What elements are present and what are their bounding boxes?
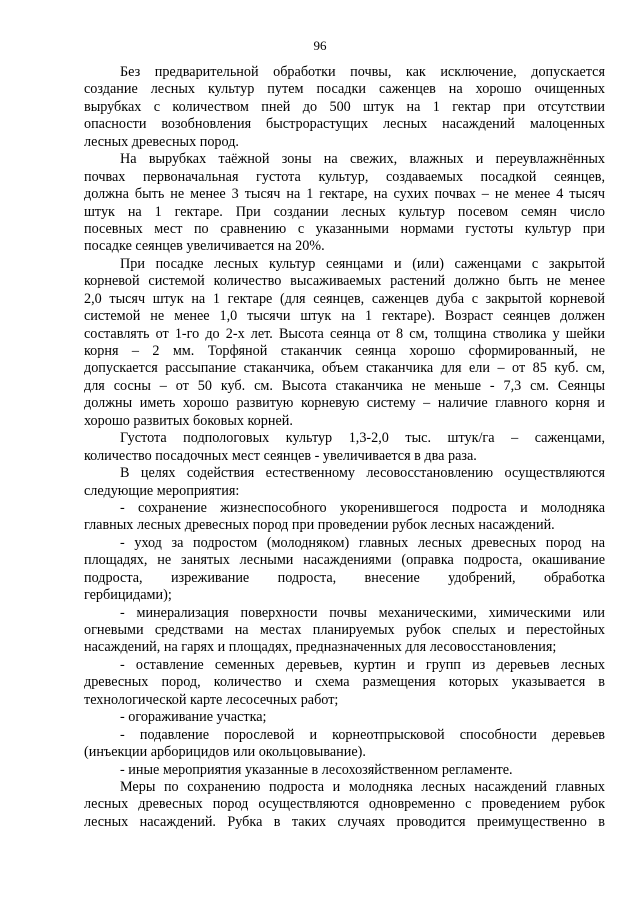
text-line: Без предварительной обработки почвы, как исключение, допускается <box>120 64 605 80</box>
text-line: древесных пород, количество и схема размещения которых указывается в <box>84 674 605 691</box>
document-body <box>84 64 605 831</box>
text-line: лесных насаждений. Рубка в таких случаях проводится преимущественно в <box>84 813 605 830</box>
text-line: При посадке лесных культур сеянцами и (или) саженцами с закрытой <box>120 255 605 272</box>
text-line: насаждений, на гарях и площадях, предназначенных для лесовосстановления; <box>84 639 557 656</box>
text-line: На вырубках таёжной зоны на свежих, влажных и переувлажнённых <box>120 151 605 168</box>
text-line: Меры по сохранению подроста и молодняка лесных насаждений главных <box>120 778 605 795</box>
text-line: подроста, изреживание подроста, внесение удобрений, обработка <box>84 569 605 586</box>
text-line: огневыми средствами на местах планируемых рубок спелых и перестойных <box>84 622 605 638</box>
text-line: посевных мест по сравнению с указанными нормами густоты культур при <box>84 220 605 237</box>
text-line: технологической карте лесосечных работ; <box>84 691 339 708</box>
text-line: главных лесных древесных пород при проведении рубок лесных насаждений. <box>84 517 555 534</box>
text-line: лесных древесных пород осуществляются одновременно с проведением рубок <box>84 796 605 813</box>
text-line: следующие мероприятия: <box>84 482 240 499</box>
text-line: - оставление семенных деревьев, куртин и групп из деревьев лесных <box>120 656 605 673</box>
text-line: вырубках с количеством пней до 500 штук на 1 гектар при отсутствии <box>84 98 605 115</box>
text-line: системой не менее 1,0 тысячи штук на 1 гектаре). Возраст сеянцев должен <box>84 308 605 325</box>
text-line: лесных древесных пород. <box>84 133 239 150</box>
text-line: - подавление порослевой и корнеотпрысковой способности деревьев <box>120 726 605 743</box>
text-line: Густота подпологовых культур 1,3-2,0 тыс. штук/га – саженцами, <box>120 430 605 447</box>
text-line: составлять от 1-го до 2-х лет. Высота сеянца от 8 см, толщина стволика у шейки <box>84 325 605 342</box>
text-line: - уход за подростом (молодняком) главных лесных древесных пород на <box>120 534 605 551</box>
text-line: корневой системой количество высаживаемых растений должно быть не менее <box>84 273 605 290</box>
text-line: посадке сеянцев увеличивается на 20%. <box>84 238 325 255</box>
text-line: хорошо развитых боковых корней. <box>84 412 293 429</box>
text-line: допускается рассыпание стаканчика, объем стаканчика для ели – от 85 куб. см, <box>84 360 605 377</box>
text-line: площадях, не занятых лесными насаждениями (оправка подроста, окашивание <box>84 552 605 569</box>
text-line: для сосны – от 50 куб. см. Высота стаканчика не меньше - 7,3 см. Сеянцы <box>84 377 605 394</box>
text-line: создание лесных культур путем посадки саженцев на хорошо очищенных <box>84 81 605 98</box>
text-line: должна быть не менее 3 тысяч на 1 гектаре, на сухих почвах – не менее 4 тысяч <box>84 186 605 203</box>
text-line: 2,0 тысяч штук на 1 гектаре (для сеянцев, саженцев дуба с закрытой корневой <box>84 290 605 307</box>
text-line: количество посадочных мест сеянцев - увеличивается в два раза. <box>84 447 477 464</box>
text-line: - сохранение жизнеспособного укоренившегося подроста и молодняка <box>120 499 605 516</box>
text-line: почвах первоначальная густота культур, создаваемых посадкой сеянцев, <box>84 168 605 185</box>
text-line: опасности возобновления быстрорастущих лесных насаждений малоценных <box>84 116 605 133</box>
text-line: корня – 2 мм. Торфяной стаканчик сеянца хорошо сформированный, не <box>84 343 605 359</box>
text-line: должны иметь хорошо развитую корневую систему – наличие главного корня и <box>84 395 605 412</box>
text-line: гербицидами); <box>84 587 172 604</box>
text-line: штук на 1 гектаре. При создании лесных культур посевом семян число <box>84 203 605 220</box>
text-line: (инъекции арборицидов или окольцовывание). <box>84 744 366 761</box>
text-line: - минерализация поверхности почвы механическими, химическими или <box>120 604 605 621</box>
text-line: - огораживание участка; <box>120 709 267 726</box>
text-line: - иные мероприятия указанные в лесохозяйственном регламенте. <box>120 761 513 778</box>
page-number: 96 <box>313 38 327 53</box>
text-line: В целях содействия естественному лесовосстановлению осуществляются <box>120 465 605 482</box>
